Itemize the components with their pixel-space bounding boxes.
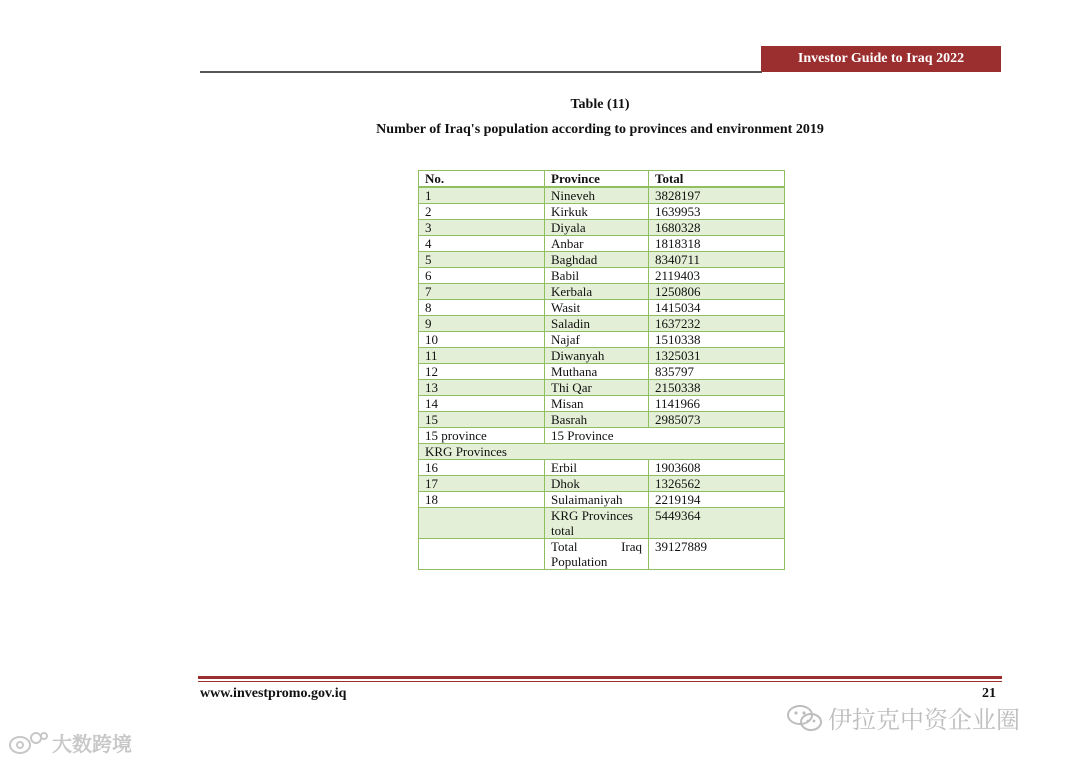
cell-total: 2219194 [649, 492, 785, 508]
cell-no: 1 [419, 187, 545, 204]
province-summary-row [419, 428, 785, 444]
cell-no: 16 [419, 460, 545, 476]
cell-province: Nineveh [545, 187, 649, 204]
iraq-total-label-line1 [551, 539, 642, 554]
table-row [419, 300, 785, 316]
table-title: Table (11) [570, 97, 630, 112]
table-row [419, 204, 785, 220]
table-row [419, 236, 785, 252]
footer-url[interactable]: www.investpromo.gov.iq [200, 686, 347, 701]
iraq-total-label-line2: Population [551, 554, 608, 569]
cell-no: 7 [419, 284, 545, 300]
wechat-icon [786, 703, 824, 733]
krg-heading: KRG Provinces [419, 444, 785, 460]
cell-no: 2 [419, 204, 545, 220]
cell-province: Basrah [545, 412, 649, 428]
table-subtitle: Number of Iraq's population according to provinces and environment 2019 [376, 122, 824, 137]
header-province: Province [545, 171, 649, 188]
cell-total: 1415034 [649, 300, 785, 316]
cell-no: 12 [419, 364, 545, 380]
cell-total: 2150338 [649, 380, 785, 396]
cell-total: 1903608 [649, 460, 785, 476]
cell-empty [419, 508, 545, 539]
table-row [419, 348, 785, 364]
krg-total-label-line2: total [551, 523, 575, 538]
table-row [419, 460, 785, 476]
cell-total: 1250806 [649, 284, 785, 300]
table-row [419, 187, 785, 204]
table-row [419, 252, 785, 268]
cell-total: 1326562 [649, 476, 785, 492]
krg-total-label-line1: KRG Provinces [551, 508, 633, 523]
header-total: Total [649, 171, 785, 188]
cell-province: Babil [545, 268, 649, 284]
table-row [419, 476, 785, 492]
table-row [419, 396, 785, 412]
cell-province: Baghdad [545, 252, 649, 268]
header-badge: Investor Guide to Iraq 2022 [761, 46, 1001, 72]
cell-province: Diwanyah [545, 348, 649, 364]
table-row [419, 332, 785, 348]
weibo-watermark [8, 728, 132, 757]
header-rule [200, 71, 762, 73]
header-no: No. [419, 171, 545, 188]
cell-province: Sulaimaniyah [545, 492, 649, 508]
cell-summary-label: 15 province [419, 428, 545, 444]
cell-province: Anbar [545, 236, 649, 252]
cell-total: 835797 [649, 364, 785, 380]
cell-no: 11 [419, 348, 545, 364]
table-row [419, 492, 785, 508]
cell-total: 2119403 [649, 268, 785, 284]
krg-total-row [419, 508, 785, 539]
table-row [419, 284, 785, 300]
weibo-watermark-text: 大数跨境 [52, 732, 132, 756]
cell-no: 18 [419, 492, 545, 508]
cell-total: 2985073 [649, 412, 785, 428]
cell-province: Saladin [545, 316, 649, 332]
iraq-total-word: Total [551, 539, 578, 554]
wechat-watermark [786, 700, 1020, 735]
cell-province: Muthana [545, 364, 649, 380]
cell-province: Diyala [545, 220, 649, 236]
cell-iraq-total-value: 39127889 [649, 539, 785, 570]
table-row [419, 268, 785, 284]
cell-province: Erbil [545, 460, 649, 476]
iraq-word: Iraq [621, 539, 642, 554]
cell-empty [419, 539, 545, 570]
table-row [419, 380, 785, 396]
cell-krg-total-label [545, 508, 649, 539]
cell-province: Kirkuk [545, 204, 649, 220]
weibo-icon [8, 730, 48, 756]
cell-total: 1510338 [649, 332, 785, 348]
population-table [418, 170, 785, 570]
cell-province: Thi Qar [545, 380, 649, 396]
page-number: 21 [982, 686, 996, 701]
cell-province: Wasit [545, 300, 649, 316]
cell-no: 15 [419, 412, 545, 428]
footer-rule [198, 676, 1002, 679]
cell-no: 17 [419, 476, 545, 492]
cell-krg-total-value: 5449364 [649, 508, 785, 539]
table-row [419, 316, 785, 332]
cell-total: 1680328 [649, 220, 785, 236]
krg-heading-row [419, 444, 785, 460]
cell-no: 5 [419, 252, 545, 268]
cell-province: Dhok [545, 476, 649, 492]
cell-total: 1818318 [649, 236, 785, 252]
cell-no: 14 [419, 396, 545, 412]
table-row [419, 364, 785, 380]
cell-total: 1325031 [649, 348, 785, 364]
cell-total: 1639953 [649, 204, 785, 220]
cell-no: 8 [419, 300, 545, 316]
cell-no: 9 [419, 316, 545, 332]
table-row [419, 412, 785, 428]
table-header-row [419, 171, 785, 188]
iraq-total-row [419, 539, 785, 570]
footer-rule-thin [198, 681, 1002, 682]
wechat-watermark-text: 伊拉克中资企业圈 [828, 706, 1020, 734]
cell-no: 10 [419, 332, 545, 348]
cell-province: Najaf [545, 332, 649, 348]
cell-no: 4 [419, 236, 545, 252]
cell-no: 3 [419, 220, 545, 236]
cell-province: Misan [545, 396, 649, 412]
cell-total: 8340711 [649, 252, 785, 268]
cell-total: 1141966 [649, 396, 785, 412]
cell-province: Kerbala [545, 284, 649, 300]
cell-no: 13 [419, 380, 545, 396]
cell-iraq-total-label [545, 539, 649, 570]
cell-no: 6 [419, 268, 545, 284]
cell-total: 3828197 [649, 187, 785, 204]
cell-summary-value: 15 Province [545, 428, 785, 444]
table-row [419, 220, 785, 236]
cell-total: 1637232 [649, 316, 785, 332]
